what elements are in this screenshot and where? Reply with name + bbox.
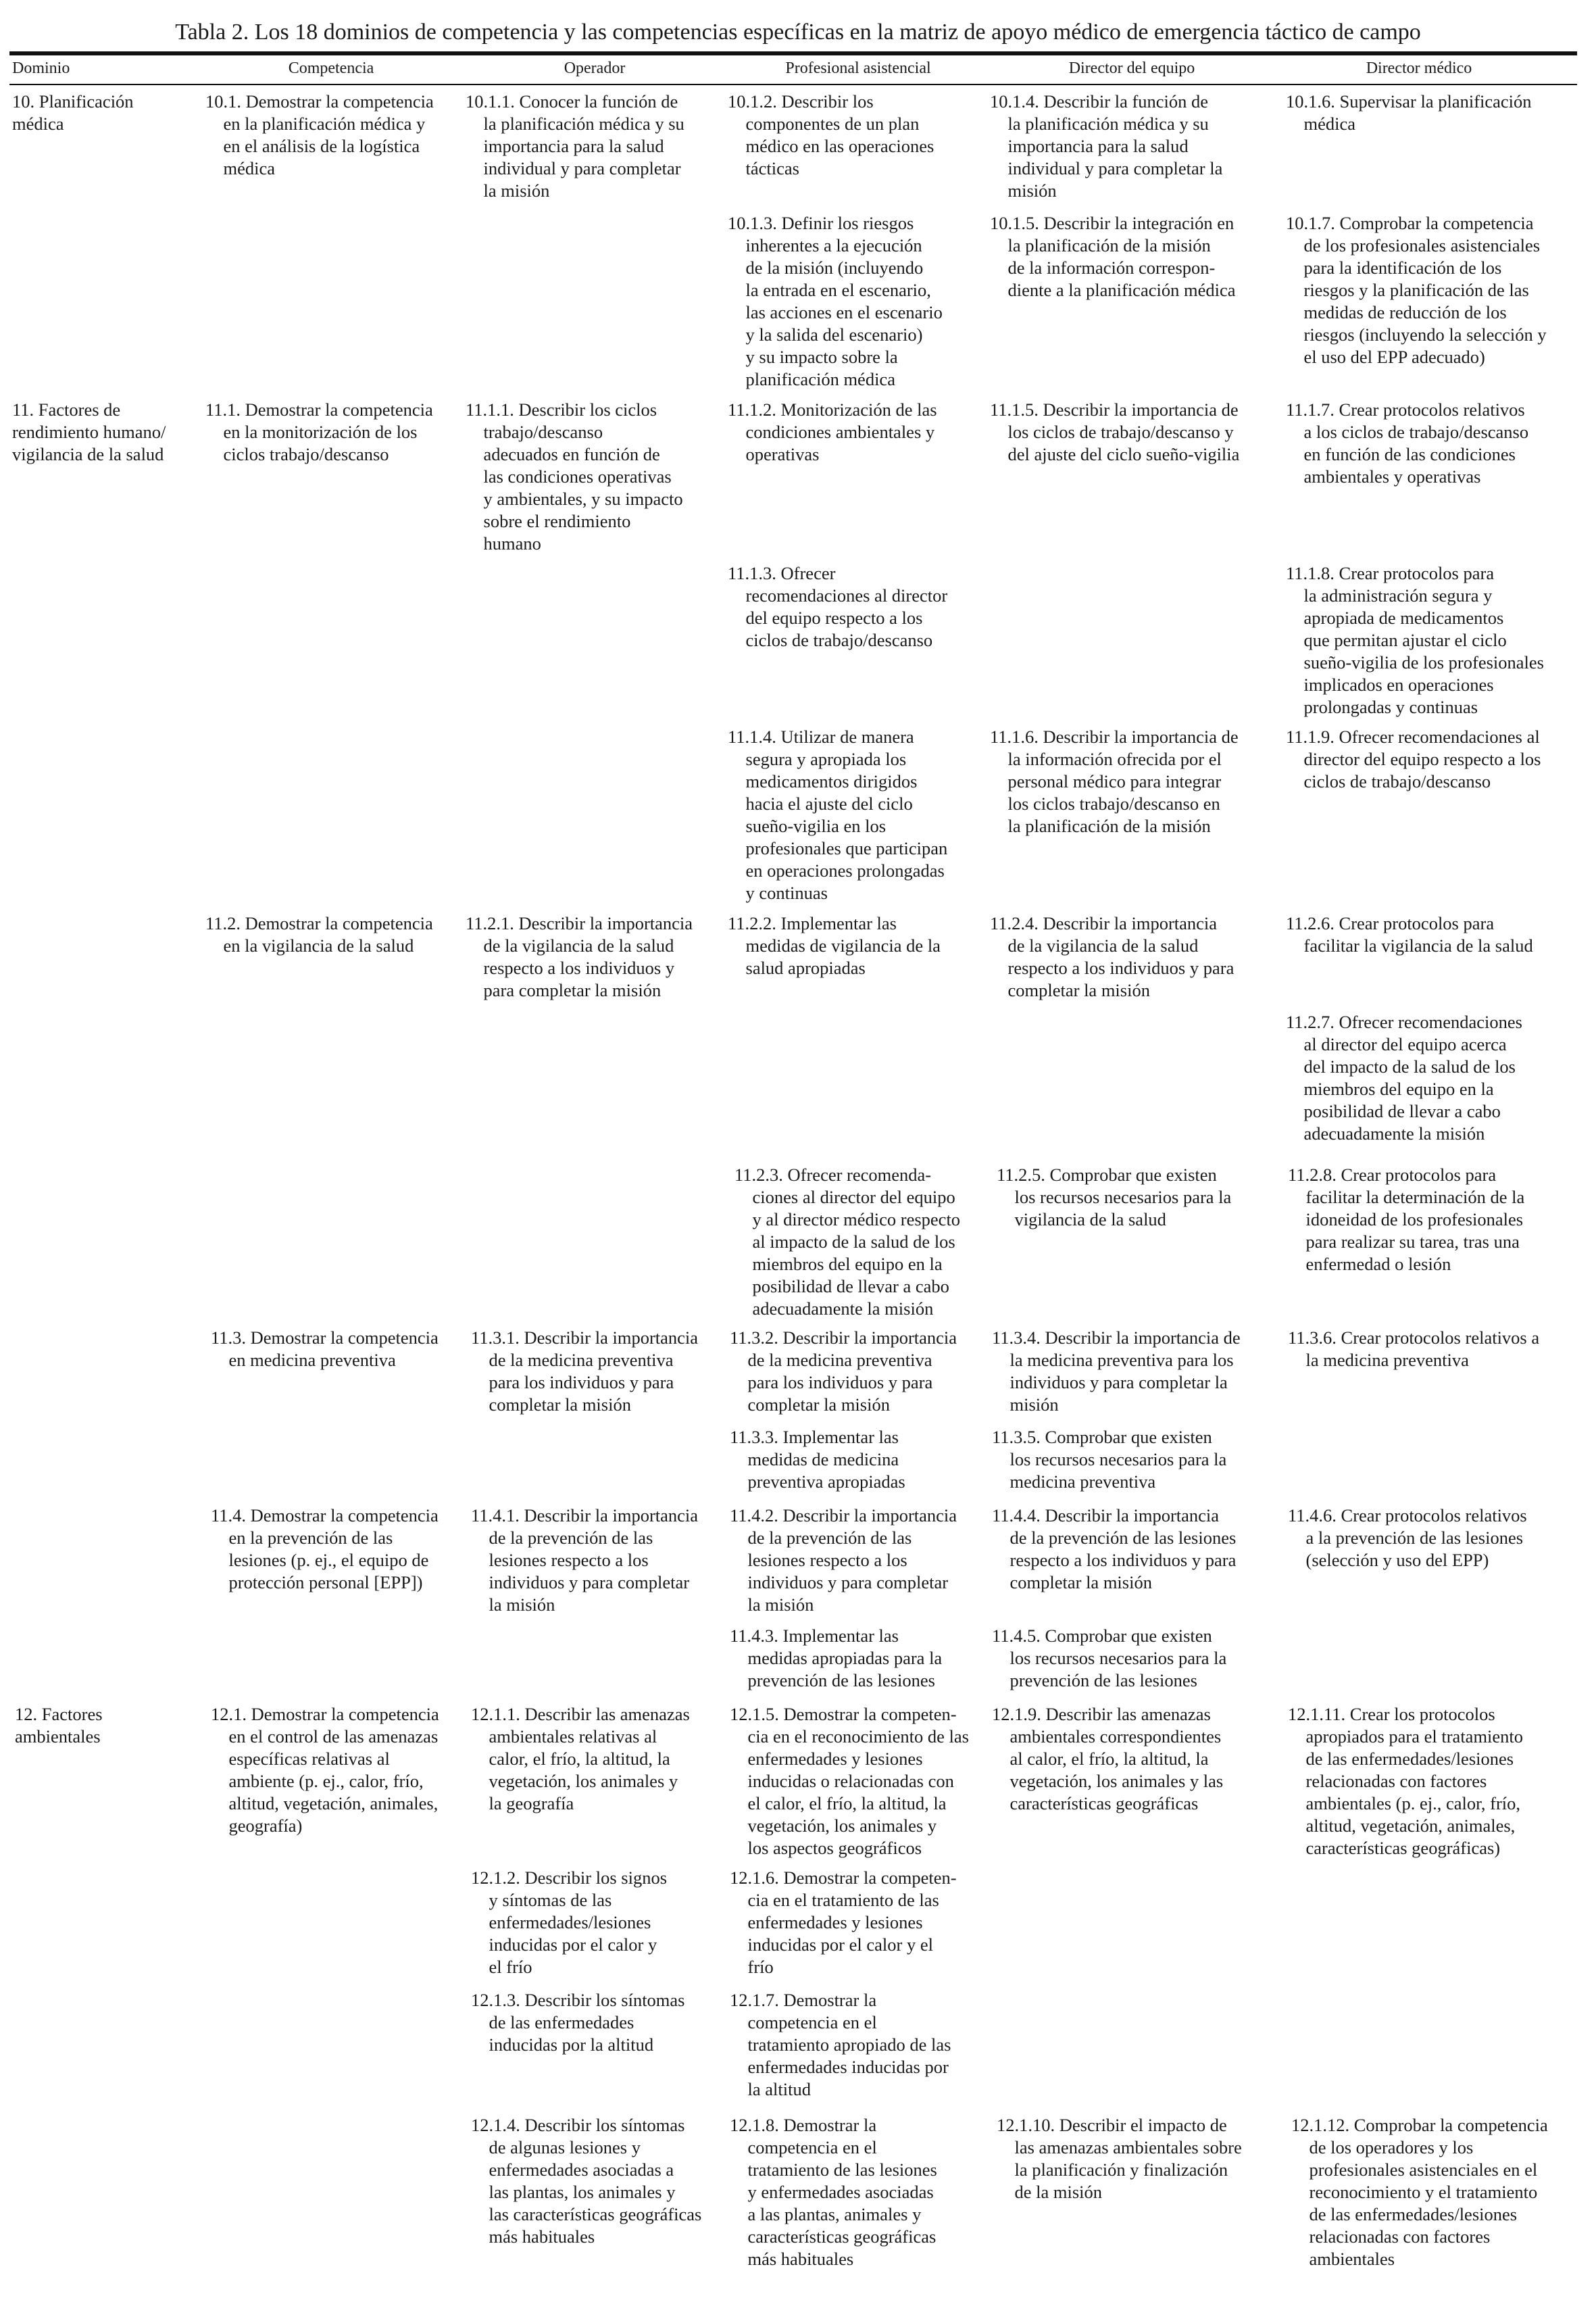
header-bottom-rule <box>9 84 1577 85</box>
header-dominio: Dominio <box>12 59 70 77</box>
provider-10-1-3: 10.1.3. Definir los riesgos inherentes a la ejecución de la misión (incluyendo la entrada en el escenario, las acciones en el escenario y la salida del escenario) y su impacto sobre la planificación médica <box>728 213 943 389</box>
medical-director-11-1-9: 11.1.9. Ofrecer recomendaciones al director del equipo respecto a los ciclos de trabajo/descanso <box>1286 727 1541 791</box>
header-profesional: Profesional asistencial <box>785 59 931 77</box>
medical-director-10-1-6: 10.1.6. Supervisar la planificación médica <box>1286 91 1532 134</box>
team-leader-12-1-9: 12.1.9. Describir las amenazas ambientales correspondientes al calor, el frío, la altitud, la vegetación, los animales y las características geográficas <box>992 1704 1224 1813</box>
competency-11-4: 11.4. Demostrar la competencia en la prevención de las lesiones (p. ej., el equipo de protección personal [EPP]) <box>211 1505 439 1592</box>
operator-12-1-3: 12.1.3. Describir los síntomas de las enfermedades inducidas por la altitud <box>471 1990 685 2055</box>
competency-11-2: 11.2. Demostrar la competencia en la vigilancia de la salud <box>205 913 433 956</box>
provider-11-2-2: 11.2.2. Implementar las medidas de vigilancia de la salud apropiadas <box>728 913 941 978</box>
operator-11-3-1: 11.3.1. Describir la importancia de la medicina preventiva para los individuos y para completar la misión <box>471 1327 699 1415</box>
provider-11-1-2: 11.1.2. Monitorización de las condiciones ambientales y operativas <box>728 399 937 464</box>
medical-director-11-1-7: 11.1.7. Crear protocolos relativos a los ciclos de trabajo/descanso en función de las condiciones ambientales y operativas <box>1286 399 1529 487</box>
domain-10: 10. Planificación médica <box>12 91 134 134</box>
provider-11-3-3: 11.3.3. Implementar las medidas de medicina preventiva apropiadas <box>730 1427 905 1492</box>
provider-11-4-3: 11.4.3. Implementar las medidas apropiadas para la prevención de las lesiones <box>730 1626 943 1690</box>
operator-11-4-1: 11.4.1. Describir la importancia de la prevención de las lesiones respecto a los individuos y para completar la misión <box>471 1505 699 1615</box>
medical-director-11-2-7: 11.2.7. Ofrecer recomendaciones al director del equipo acerca del impacto de la salud de los miembros del equipo en la posibilidad de llevar a cabo adecuadamente la misión <box>1286 1012 1522 1144</box>
provider-12-1-8: 12.1.8. Demostrar la competencia en el tratamiento de las lesiones y enfermedades asociadas a las plantas, animales y características geográficas más habituales <box>730 2115 937 2269</box>
team-leader-11-4-4: 11.4.4. Describir la importancia de la prevención de las lesiones respecto a los individuos y para completar la misión <box>992 1505 1237 1592</box>
provider-11-1-4: 11.1.4. Utilizar de manera segura y apropiada los medicamentos dirigidos hacia el ajuste del ciclo sueño-vigilia en los profesionales que participan en operaciones prolongadas y continuas <box>728 727 948 903</box>
competency-11-3: 11.3. Demostrar la competencia en medicina preventiva <box>211 1327 439 1370</box>
medical-director-11-4-6: 11.4.6. Crear protocolos relativos a la prevención de las lesiones (selección y uso del EPP) <box>1288 1505 1527 1570</box>
competency-11-1: 11.1. Demostrar la competencia en la monitorización de los ciclos trabajo/descanso <box>205 399 433 464</box>
medical-director-10-1-7: 10.1.7. Comprobar la competencia de los profesionales asistenciales para la identificación de los riesgos y la planificación de las medidas de reducción de los riesgos (incluyendo la selección y el uso del EPP adecuado) <box>1286 213 1547 367</box>
operator-11-2-1: 11.2.1. Describir la importancia de la vigilancia de la salud respecto a los individuos y para completar la misión <box>466 913 693 1000</box>
table-top-rule <box>9 51 1577 55</box>
header-director-equipo: Director del equipo <box>1068 59 1195 77</box>
competency-10-1: 10.1. Demostrar la competencia en la planificación médica y en el análisis de la logística médica <box>205 91 434 178</box>
medical-director-12-1-12: 12.1.12. Comprobar la competencia de los operadores y los profesionales asistenciales en el reconocimiento y el tratamiento de las enfermedades/lesiones relacionadas con factores ambientales <box>1291 2115 1548 2269</box>
provider-12-1-5: 12.1.5. Demostrar la competen- cia en el reconocimiento de las enfermedades y lesiones inducidas o relacionadas con el calor, el frío, la altitud, la vegetación, los animales y los aspectos geográficos <box>730 1704 969 1858</box>
provider-11-1-3: 11.1.3. Ofrecer recomendaciones al director del equipo respecto a los ciclos de trabajo/descanso <box>728 563 948 650</box>
medical-director-11-2-6: 11.2.6. Crear protocolos para facilitar la vigilancia de la salud <box>1286 913 1533 956</box>
team-leader-12-1-10: 12.1.10. Describir el impacto de las amenazas ambientales sobre la planificación y finalización de la misión <box>997 2115 1242 2202</box>
team-leader-11-3-5: 11.3.5. Comprobar que existen los recursos necesarios para la medicina preventiva <box>992 1427 1227 1492</box>
team-leader-11-2-4: 11.2.4. Describir la importancia de la vigilancia de la salud respecto a los individuos y para completar la misión <box>990 913 1235 1000</box>
provider-12-1-7: 12.1.7. Demostrar la competencia en el tratamiento apropiado de las enfermedades inducidas por la altitud <box>730 1990 951 2099</box>
provider-12-1-6: 12.1.6. Demostrar la competen- cia en el tratamiento de las enfermedades y lesiones inducidas por el calor y el frío <box>730 1868 957 1977</box>
provider-11-2-3: 11.2.3. Ofrecer recomenda- ciones al director del equipo y al director médico respecto al impacto de la salud de los miembros del equipo en la posibilidad de llevar a cabo adecuadamente la misión <box>734 1165 961 1319</box>
provider-10-1-2: 10.1.2. Describir los componentes de un plan médico en las operaciones tácticas <box>728 91 934 178</box>
team-leader-11-2-5: 11.2.5. Comprobar que existen los recursos necesarios para la vigilancia de la salud <box>997 1165 1232 1229</box>
team-leader-11-1-6: 11.1.6. Describir la importancia de la información ofrecida por el personal médico para integrar los ciclos trabajo/descanso en la planificación de la misión <box>990 727 1239 836</box>
team-leader-11-1-5: 11.1.5. Describir la importancia de los ciclos de trabajo/descanso y del ajuste del ciclo sueño-vigilia <box>990 399 1240 464</box>
provider-11-4-2: 11.4.2. Describir la importancia de la prevención de las lesiones respecto a los individuos y para completar la misión <box>730 1505 957 1615</box>
team-leader-10-1-5: 10.1.5. Describir la integración en la planificación de la misión de la información correspon- diente a la planificación médica <box>990 213 1236 300</box>
team-leader-11-4-5: 11.4.5. Comprobar que existen los recursos necesarios para la prevención de las lesiones <box>992 1626 1227 1690</box>
header-operador: Operador <box>564 59 626 77</box>
operator-12-1-2: 12.1.2. Describir los signos y síntomas de las enfermedades/lesiones inducidas por el calor y el frío <box>471 1868 668 1977</box>
medical-director-12-1-11: 12.1.11. Crear los protocolos apropiados para el tratamiento de las enfermedades/lesiones relacionadas con factores ambientales (p. ej., calor, frío, altitud, vegetación, animales, características geográficas) <box>1288 1704 1524 1858</box>
medical-director-11-1-8: 11.1.8. Crear protocolos para la administración segura y apropiada de medicamentos que permitan ajustar el ciclo sueño-vigilia de los profesionales implicados en operaciones prolongadas y continuas <box>1286 563 1544 717</box>
table-caption: Tabla 2. Los 18 dominios de competencia y las competencias específicas en la matriz de apoyo médico de emergencia táctico de campo <box>175 20 1421 45</box>
operator-12-1-1: 12.1.1. Describir las amenazas ambientales relativas al calor, el frío, la altitud, la vegetación, los animales y la geografía <box>471 1704 690 1813</box>
domain-12: 12. Factores ambientales <box>15 1704 103 1747</box>
medical-director-11-2-8: 11.2.8. Crear protocolos para facilitar la determinación de la idoneidad de los profesionales para realizar su tarea, tras una enfermedad o lesión <box>1288 1165 1525 1274</box>
operator-12-1-4: 12.1.4. Describir los síntomas de algunas lesiones y enfermedades asociadas a las plantas, los animales y las características geográficas más habituales <box>471 2115 702 2247</box>
domain-11: 11. Factores de rendimiento humano/ vigilancia de la salud <box>12 399 166 464</box>
operator-11-1-1: 11.1.1. Describir los ciclos trabajo/descanso adecuados en función de las condiciones operativas y ambientales, y su impacto sobre el rendimiento humano <box>466 399 683 554</box>
provider-11-3-2: 11.3.2. Describir la importancia de la medicina preventiva para los individuos y para completar la misión <box>730 1327 957 1415</box>
competency-12-1: 12.1. Demostrar la competencia en el control de las amenazas específicas relativas al ambiente (p. ej., calor, frío, altitud, vegetación, animales, geografía) <box>211 1704 439 1836</box>
team-leader-11-3-4: 11.3.4. Describir la importancia de la medicina preventiva para los individuos y para completar la misión <box>992 1327 1241 1415</box>
header-competencia: Competencia <box>288 59 374 77</box>
operator-10-1-1: 10.1.1. Conocer la función de la planificación médica y su importancia para la salud individual y para completar la misión <box>466 91 684 201</box>
medical-director-11-3-6: 11.3.6. Crear protocolos relativos a la medicina preventiva <box>1288 1327 1540 1370</box>
header-director-medico: Director médico <box>1366 59 1472 77</box>
team-leader-10-1-4: 10.1.4. Describir la función de la planificación médica y su importancia para la salud individual y para completar la misión <box>990 91 1223 201</box>
